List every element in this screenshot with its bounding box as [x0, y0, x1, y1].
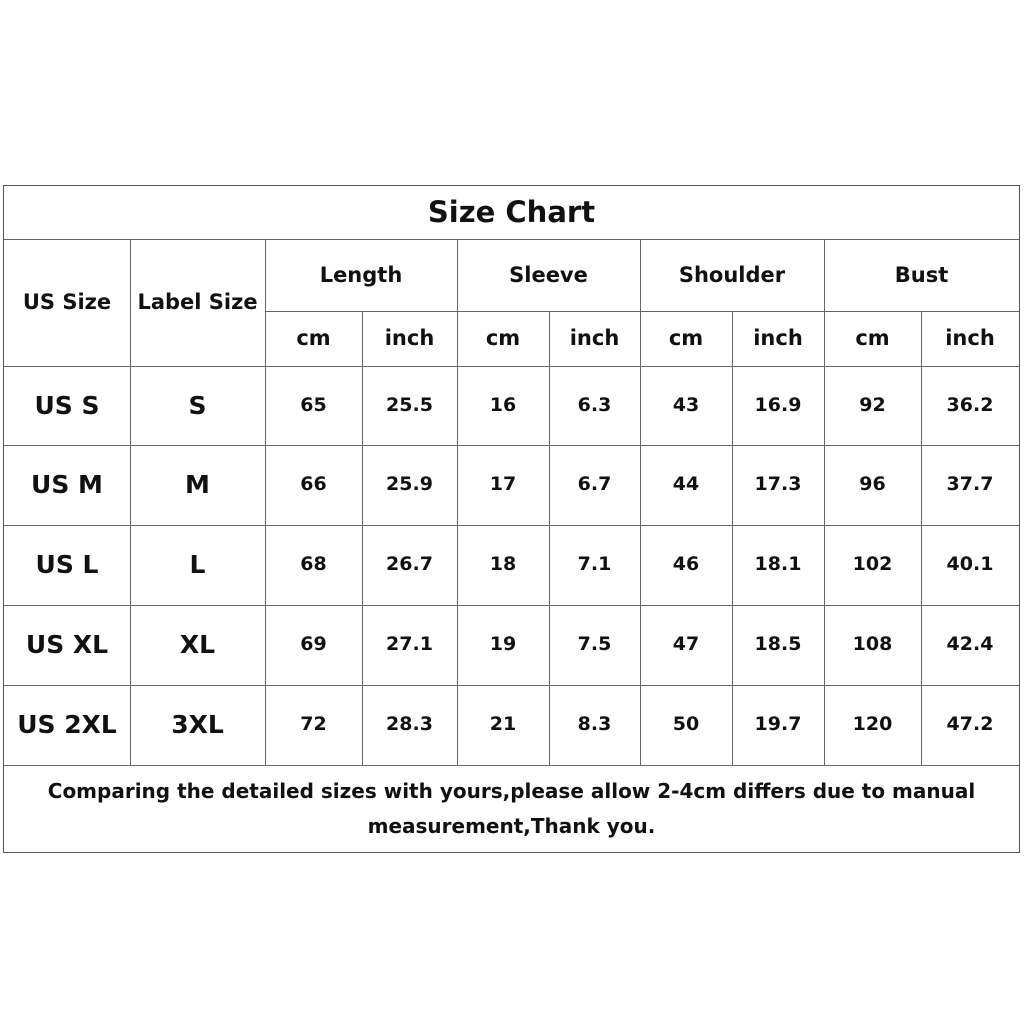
- table-cell: 108: [852, 633, 893, 656]
- grid-line: [921, 311, 922, 765]
- grid-line: [4, 685, 1019, 686]
- header-unit-cm: cm: [485, 326, 521, 351]
- grid-line: [732, 311, 733, 765]
- table-cell: 25.5: [386, 393, 433, 416]
- table-cell: 120: [852, 713, 893, 736]
- table-cell: 6.3: [577, 393, 612, 416]
- table-cell: 66: [300, 473, 327, 496]
- table-cell: 7.1: [577, 553, 612, 576]
- header-unit-inch: inch: [384, 326, 435, 351]
- table-cell: 102: [852, 553, 893, 576]
- header-label-size: Label Size: [137, 290, 258, 315]
- grid-line: [265, 239, 266, 765]
- header-group-shoulder: Shoulder: [678, 262, 786, 287]
- row-label-size: M: [185, 470, 210, 500]
- table-cell: 69: [300, 633, 327, 656]
- table-cell: 47.2: [946, 713, 994, 736]
- table-cell: 18.5: [754, 633, 802, 656]
- grid-line: [4, 765, 1019, 766]
- header-unit-inch: inch: [945, 326, 995, 351]
- grid-line: [549, 311, 550, 765]
- header-us-size: US Size: [22, 290, 112, 315]
- table-cell: 8.3: [577, 713, 612, 736]
- table-cell: 19: [489, 633, 517, 656]
- table-cell: 68: [300, 553, 327, 576]
- grid-line: [4, 445, 1019, 446]
- table-cell: 18: [489, 553, 517, 576]
- table-cell: 27.1: [386, 633, 433, 656]
- grid-line: [4, 605, 1019, 606]
- grid-line: [4, 525, 1019, 526]
- header-unit-inch: inch: [569, 326, 620, 351]
- table-cell: 21: [489, 713, 517, 736]
- row-label-size: L: [189, 550, 206, 580]
- table-cell: 17.3: [754, 473, 802, 496]
- row-label-size: XL: [179, 630, 216, 660]
- row-us-size: US L: [35, 550, 99, 580]
- grid-line: [265, 311, 1019, 312]
- measurement-note: Comparing the detailed sizes with yours,please allow 2-4cm differs due to manual measurement,Thank you.: [47, 778, 976, 838]
- header-unit-inch: inch: [753, 326, 803, 351]
- table-cell: 96: [859, 473, 886, 496]
- header-group-bust: Bust: [894, 262, 949, 287]
- table-cell: 65: [300, 393, 327, 416]
- row-label-size: S: [188, 390, 207, 420]
- table-cell: 26.7: [386, 553, 433, 576]
- header-group-sleeve: Sleeve: [509, 262, 588, 287]
- table-cell: 16.9: [754, 393, 802, 416]
- grid-line: [130, 239, 131, 765]
- table-cell: 92: [859, 393, 886, 416]
- table-cell: 40.1: [946, 553, 994, 576]
- row-us-size: US 2XL: [17, 710, 117, 740]
- table-cell: 25.9: [386, 473, 433, 496]
- table-cell: 43: [672, 393, 700, 416]
- header-unit-cm: cm: [296, 326, 331, 351]
- row-us-size: US S: [34, 390, 100, 420]
- grid-line: [824, 239, 825, 765]
- table-cell: 44: [672, 473, 700, 496]
- header-unit-cm: cm: [668, 326, 704, 351]
- table-cell: 17: [489, 473, 517, 496]
- row-us-size: US M: [31, 470, 103, 500]
- header-unit-cm: cm: [855, 326, 890, 351]
- table-cell: 18.1: [754, 553, 802, 576]
- size-chart-table: [3, 185, 1020, 853]
- grid-line: [640, 239, 641, 765]
- grid-line: [362, 311, 363, 765]
- table-cell: 46: [672, 553, 700, 576]
- table-cell: 19.7: [754, 713, 802, 736]
- row-label-size: 3XL: [171, 710, 224, 740]
- table-cell: 6.7: [577, 473, 612, 496]
- chart-title: Size Chart: [427, 195, 596, 230]
- table-cell: 50: [672, 713, 700, 736]
- table-cell: 37.7: [946, 473, 994, 496]
- row-us-size: US XL: [25, 630, 109, 660]
- grid-line: [4, 366, 1019, 367]
- grid-line: [457, 239, 458, 765]
- table-cell: 42.4: [946, 633, 994, 656]
- table-cell: 36.2: [946, 393, 994, 416]
- grid-line: [4, 239, 1019, 240]
- table-cell: 16: [489, 393, 517, 416]
- table-cell: 7.5: [577, 633, 612, 656]
- table-cell: 28.3: [386, 713, 433, 736]
- table-cell: 47: [672, 633, 700, 656]
- header-group-length: Length: [319, 262, 403, 287]
- table-cell: 72: [300, 713, 327, 736]
